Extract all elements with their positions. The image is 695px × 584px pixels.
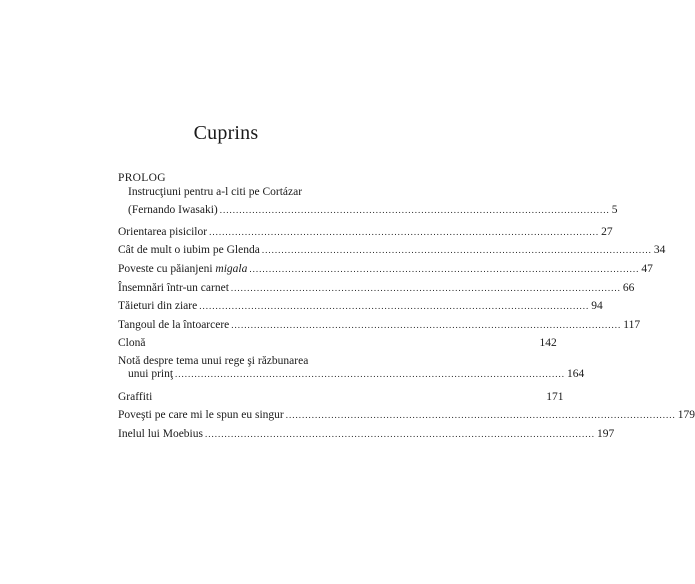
toc-entry-title: Tăieturi din ziare	[118, 300, 198, 312]
toc-entry-page: 142	[539, 337, 557, 349]
dot-leader: ........................................................................................................................	[175, 369, 566, 379]
toc-entry-page: 47	[641, 263, 653, 275]
toc-entry-page: 164	[567, 368, 585, 380]
toc-entry-prolog	[128, 204, 618, 216]
toc-entry	[118, 391, 564, 403]
prolog-heading: PROLOG	[118, 172, 166, 184]
toc-entry-page: 34	[653, 244, 666, 256]
toc-entry	[118, 319, 641, 331]
toc-entry-page: 117	[623, 319, 641, 331]
toc-entry-page: 5	[611, 204, 618, 216]
toc-entry	[118, 244, 666, 256]
toc-entry-title-line1: Notă despre tema unui rege şi răzbunarea	[118, 355, 309, 367]
toc-entry-title: Orientarea pisicilor	[118, 226, 208, 238]
toc-entry	[118, 409, 695, 421]
toc-entry-title: Însemnări într-un carnet	[118, 282, 229, 294]
prolog-entry-line1: Instrucţiuni pentru a-l citi pe Cortázar	[128, 186, 303, 198]
toc-entry-page: 94	[591, 300, 603, 312]
toc-entry-title: unui prinţ	[128, 368, 174, 380]
toc-entry-title	[118, 263, 247, 275]
toc-entry-title: Cât de mult o iubim pe Glenda	[118, 244, 260, 256]
dot-leader: ........................................................................................................................	[199, 301, 590, 311]
dot-leader: ........................................................................................................................	[285, 410, 676, 420]
toc-entry	[118, 226, 613, 238]
toc-entry-page: 179	[677, 409, 695, 421]
toc-entry	[118, 428, 615, 440]
dot-leader: ........................................................................................................................	[230, 283, 621, 293]
toc-entry-page: 66	[622, 282, 635, 294]
toc-entry-page: 171	[546, 391, 564, 403]
toc-entry-title: Poveşti pe care mi le spun eu singur	[118, 409, 284, 421]
toc-entry-page: 27	[601, 226, 613, 238]
dot-leader: ........................................................................................................................	[204, 429, 595, 439]
toc-entry-title-text: Poveste cu păianjeni	[118, 263, 216, 275]
toc-entry-title: Graffiti	[118, 391, 153, 403]
page-title: Cuprins	[193, 122, 259, 144]
toc-entry-title: (Fernando Iwasaki)	[128, 204, 218, 216]
toc-entry-title: Inelul lui Moebius	[118, 428, 203, 440]
dot-leader: ........................................................................................................................	[231, 320, 622, 330]
dot-leader: ........................................................................................................................	[249, 264, 640, 274]
toc-entry-title: Tangoul de la întoarcere	[118, 319, 230, 331]
toc-entry	[118, 263, 653, 275]
toc-entry-title: Clonă	[118, 337, 146, 349]
toc-entry-title-italic: migala	[215, 263, 248, 275]
toc-entry	[118, 282, 635, 294]
toc-entry	[118, 337, 557, 349]
toc-entry-page: 197	[596, 428, 615, 440]
dot-leader: ........................................................................................................................	[219, 205, 610, 215]
dot-leader: ........................................................................................................................	[261, 245, 652, 255]
toc-entry	[118, 300, 603, 312]
toc-entry	[128, 368, 585, 380]
dot-leader: ........................................................................................................................	[209, 227, 600, 237]
